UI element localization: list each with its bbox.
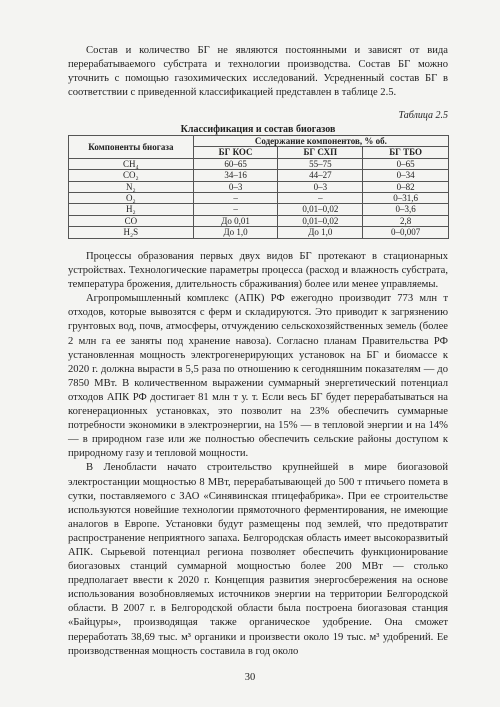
table-row: [69, 215, 449, 226]
column-header-content: Содержание компонентов, % об.: [193, 136, 448, 147]
intro-text: Состав и количество БГ не являются постоянными и зависят от вида перерабатываемого субстрата и технологии производства. Состав БГ можно уточнить с помощью газохимических исследований. Усредненный состав БГ в соответствии с приведенной классификацией представлен в таблице 2.5.: [68, 45, 448, 99]
paragraph-process: Процессы образования первых двух видов БГ протекают в стационарных устройствах. Технологические параметры процесса (расход и влажность субстрата, температура брожения, длительность сбраживания) более или менее управляемы.: [68, 251, 448, 291]
table-header-row: [69, 136, 449, 147]
table-row: [69, 181, 449, 192]
value-cell: До 1,0: [193, 227, 278, 238]
value-cell: До 1,0: [278, 227, 363, 238]
table-row: [69, 158, 449, 169]
component-cell: CH₄: [69, 158, 194, 169]
value-cell: –: [193, 193, 278, 204]
intro-paragraph: [68, 44, 448, 100]
column-header-tbo: БГ ТБО: [363, 147, 449, 158]
value-cell: 0–3: [193, 181, 278, 192]
column-header-kos: БГ КОС: [193, 147, 278, 158]
table-row: [69, 193, 449, 204]
table-number: Таблица 2.5: [398, 110, 448, 121]
component-cell: H₂S: [69, 227, 194, 238]
table-row: [69, 227, 449, 238]
value-cell: 0–31,6: [363, 193, 449, 204]
column-header-shp: БГ СХП: [278, 147, 363, 158]
table-row: [69, 204, 449, 215]
table-row: [69, 170, 449, 181]
value-cell: 60–65: [193, 158, 278, 169]
value-cell: 0–3,6: [363, 204, 449, 215]
component-cell: CO: [69, 215, 194, 226]
value-cell: 0,01–0,02: [278, 215, 363, 226]
value-cell: 55–75: [278, 158, 363, 169]
value-cell: 0–0,007: [363, 227, 449, 238]
value-cell: 0–3: [278, 181, 363, 192]
page-number: 30: [244, 672, 256, 683]
value-cell: 0,01–0,02: [278, 204, 363, 215]
value-cell: 0–65: [363, 158, 449, 169]
value-cell: –: [278, 193, 363, 204]
value-cell: 34–16: [193, 170, 278, 181]
value-cell: 0–34: [363, 170, 449, 181]
value-cell: –: [193, 204, 278, 215]
body-text: [68, 250, 448, 659]
component-cell: O₂: [69, 193, 194, 204]
value-cell: 0–82: [363, 181, 449, 192]
table-caption: [68, 109, 448, 136]
value-cell: До 0,01: [193, 215, 278, 226]
value-cell: 2,8: [363, 215, 449, 226]
column-header-component: Компоненты биогаза: [69, 136, 194, 159]
component-cell: H₂: [69, 204, 194, 215]
value-cell: 44–27: [278, 170, 363, 181]
table-title: Классификация и состав биогазов: [180, 124, 336, 135]
paragraph-apk: Агропромышленный комплекс (АПК) РФ ежегодно производит 773 млн т отходов, которые вывозятся с ферм и складируются. Это приводит к загрязнению грунтовых вод, почв, атмосферы, отчуждению сельскохозяйственных земель (более 2 млн га ее заняты под хранение навоза). Согласно планам Правительства РФ установленная мощность электрогенерирующих установок на БГ и биомассе к 2020 г. должна вырасти в 5,5 раза по отношению к сегодняшним показателям — до 7850 МВт. В количественном выражении суммарный энергетический потенциал отходов АПК РФ достигает 81 млн т у. т. Если весь БГ будет перерабатываться на когенерационных установках, это позволит на 23% обеспечить суммарные потребности экономики в электроэнергии, на 15% — в тепловой энергии и на 14% — в природном газе или же полностью обеспечить сельские районы доступом к природному газу и тепловой мощности.: [68, 293, 448, 460]
paragraph-lenoblast: В Ленобласти начато строительство крупнейшей в мире биогазовой электростанции мощностью 8 МВт, перерабатывающей до 500 т птичьего помета в сутки, поставляемого с ЗАО «Синявинская птицефабрика». При ее строительстве используются новейшие технологии прямоточного ферментирования, не имеющие аналогов в Европе. Установки будут размещены под землей, что предотвратит распространение неприятного запаха. Белгородская область имеет высокоразвитый АПК. Сырьевой потенциал региона позволяет обеспечить функционирование биогазовых станций суммарной мощностью более 200 МВт — столько предполагает ввести к 2020 г. Концепция развития энергосбережения на основе использования возобновляемых источников энергии на территории Белгородской области. В 2007 г. в Белгородской области была построена биогазовая станция «Байцуры», производящая также органическое удобрение. Она сможет переработать 38,69 тыс. м³ органики и произвести около 19 тыс. м³ удобрений. Ее производственная мощность составила в год около: [68, 462, 448, 657]
component-cell: CO₂: [69, 170, 194, 181]
biogas-composition-table: [68, 135, 449, 239]
component-cell: N₂: [69, 181, 194, 192]
